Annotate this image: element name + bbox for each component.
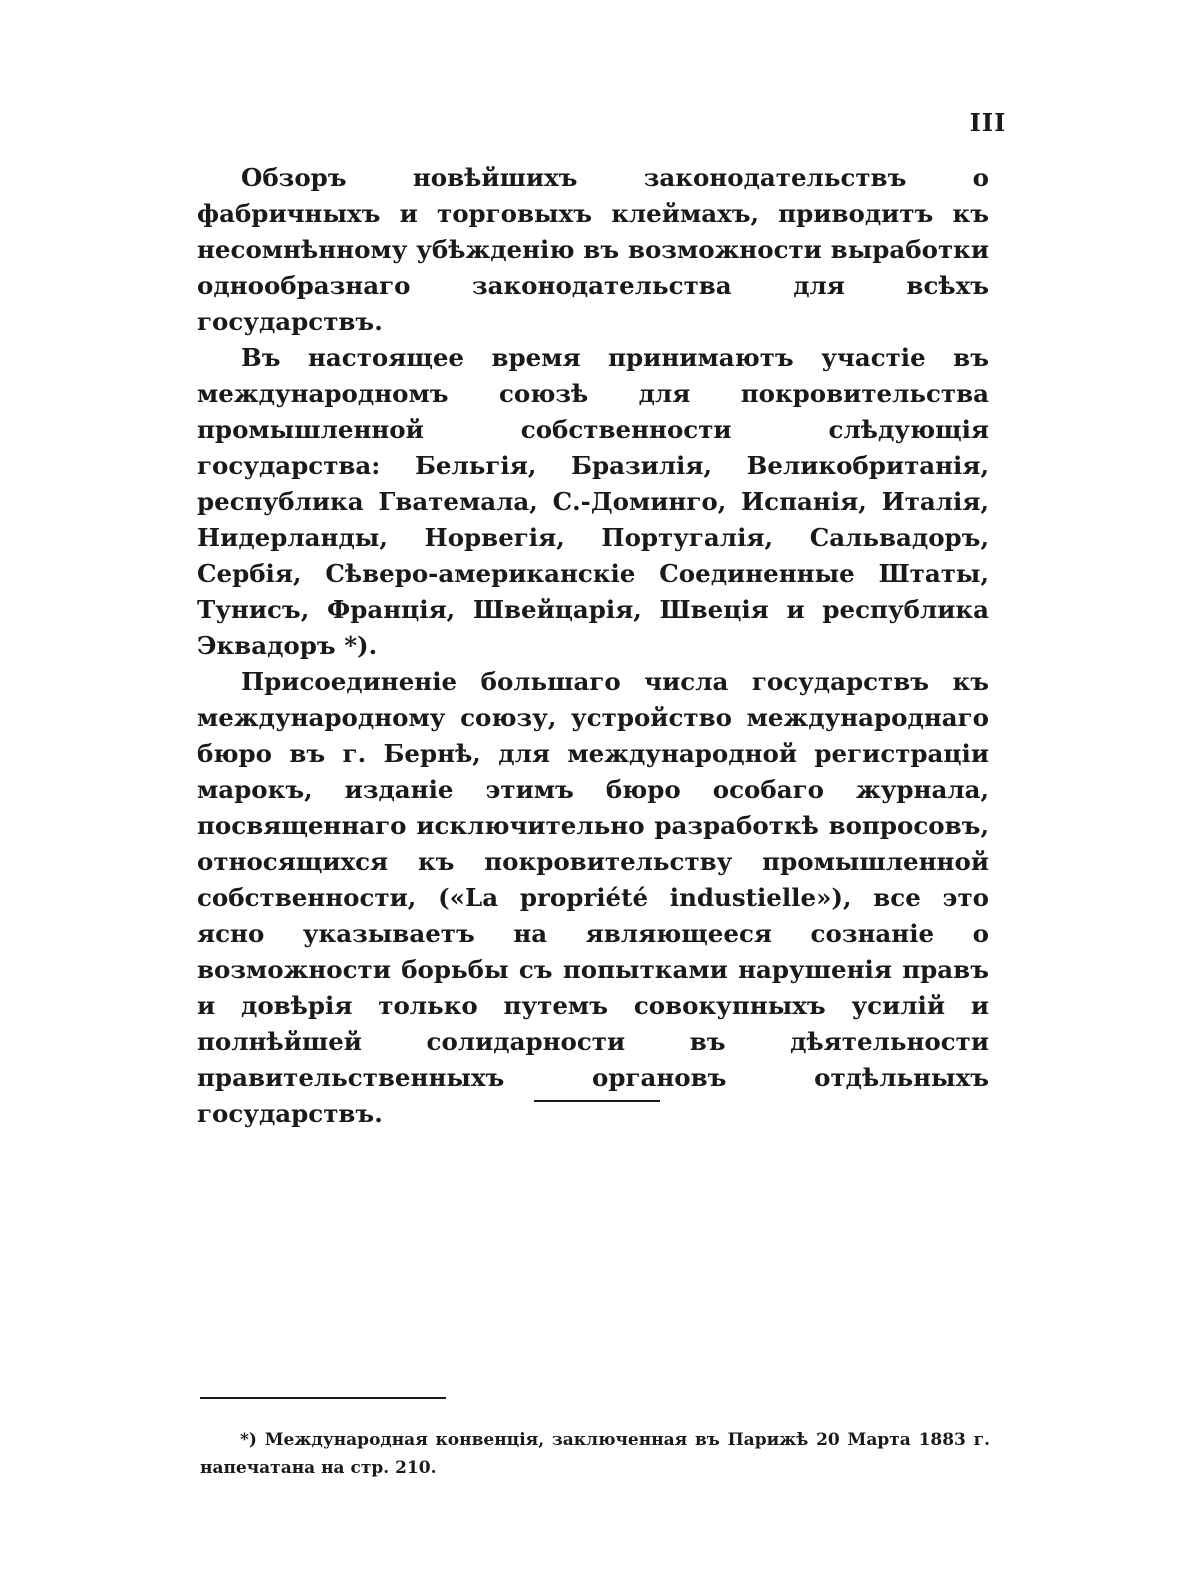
footnote-text: *) Международная конвенція, заключенная въ Парижѣ 20 Марта 1883 г. напечатана на стр. 210. — [200, 1430, 990, 1478]
footnote-divider — [200, 1397, 446, 1399]
page-number: III — [969, 108, 1007, 137]
footnote — [200, 1426, 990, 1482]
section-divider — [534, 1100, 660, 1102]
paragraph-1: Обзоръ новѣйшихъ законодательствъ о фабричныхъ и торговыхъ клеймахъ, приводитъ къ несомнѣнному убѣжденію въ возможности выработки однообразнаго законодательства для всѣхъ государствъ. — [197, 163, 989, 336]
paragraph-3: Присоединеніе большаго числа государствъ къ международному союзу, устройство международнаго бюро въ г. Бернѣ, для международной регистраціи марокъ, изданіе этимъ бюро особаго журнала, посвященнаго исключительно разработкѣ вопросовъ, относящихся къ покровительству промышленной собственности, («La propriété industielle»), все это ясно указываетъ на являющееся сознаніе о возможности борьбы съ попытками нарушенія правъ и довѣрія только путемъ совокупныхъ усилій и полнѣйшей солидарности въ дѣятельности правительственныхъ органовъ отдѣльныхъ государствъ. — [197, 667, 989, 1128]
paragraph-2: Въ настоящее время принимаютъ участіе въ международномъ союзѣ для покровительства промышленной собственности слѣдующія государства: Бельгія, Бразилія, Великобританія, республика Гватемала, С.-Доминго, Испанія, Италія, Нидерланды, Норвегія, Португалія, Сальвадоръ, Сербія, Сѣверо-американскіе Соединенные Штаты, Тунисъ, Франція, Швейцарія, Швеція и республика Эквадоръ *). — [197, 343, 989, 660]
main-text — [197, 160, 989, 1132]
